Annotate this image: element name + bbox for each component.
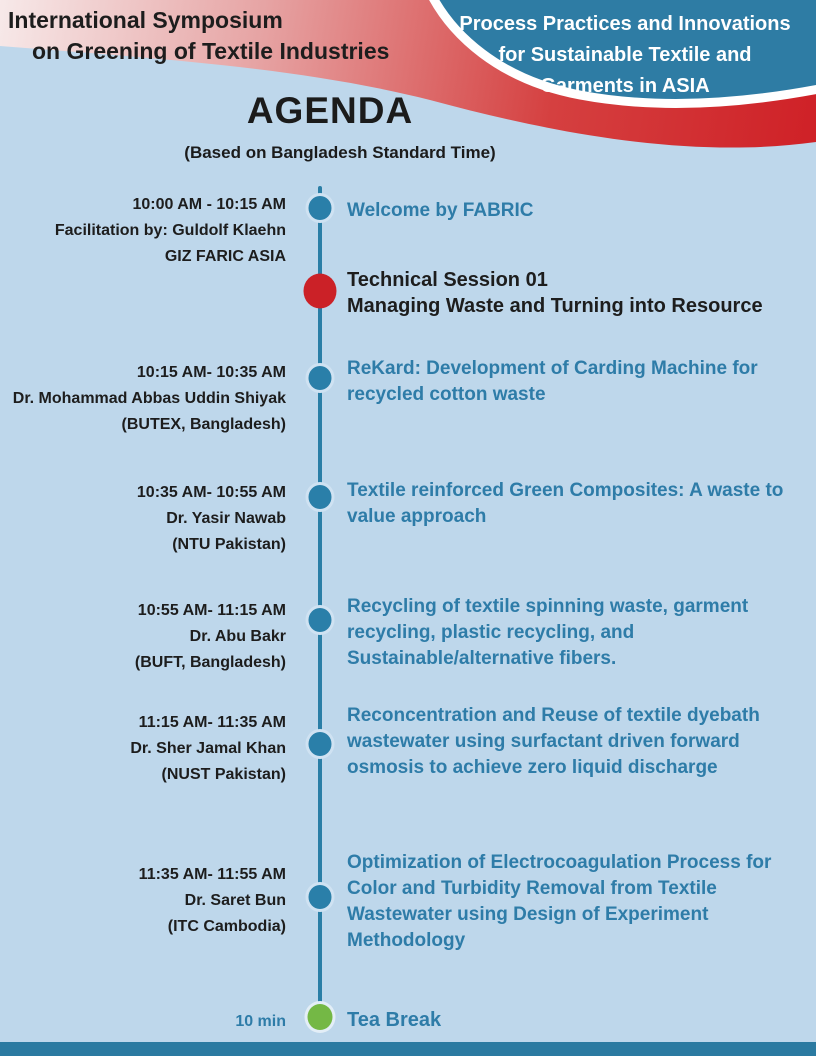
entry-time-speaker xyxy=(0,710,286,788)
entry-title-line: Managing Waste and Turning into Resource xyxy=(347,295,763,317)
entry-time-speaker xyxy=(0,598,286,676)
entry-time-speaker xyxy=(0,360,286,438)
entry-title-line: Recycling of textile spinning waste, garment xyxy=(347,596,749,617)
entry-left-line: Facilitation by: Guldolf Klaehn xyxy=(54,222,286,239)
entry-left-line: 10:15 AM- 10:35 AM xyxy=(136,364,286,381)
footer-bar xyxy=(0,1042,816,1056)
entry-left-line: (BUTEX, Bangladesh) xyxy=(121,416,286,433)
entry-left-line: 10:00 AM - 10:15 AM xyxy=(132,196,286,213)
entry-left-line: GIZ FARIC ASIA xyxy=(164,248,286,265)
entry-title xyxy=(347,1007,787,1033)
agenda-heading: AGENDA xyxy=(246,90,414,131)
session-heading xyxy=(347,267,787,319)
entry-left-line: 11:35 AM- 11:55 AM xyxy=(138,866,286,883)
entry-time-speaker xyxy=(0,480,286,558)
entry-left-line: 10:35 AM- 10:55 AM xyxy=(136,484,286,501)
entry-title-line: Sustainable/alternative fibers. xyxy=(347,648,617,669)
entry-left-line: 10:55 AM- 11:15 AM xyxy=(137,602,286,619)
entry-left-line: Dr. Abu Bakr xyxy=(189,628,286,645)
entry-title-line: Technical Session 01 xyxy=(347,269,548,291)
symposium-title-line1: International Symposium xyxy=(8,7,283,33)
entry-title-line: recycling, plastic recycling, and xyxy=(347,622,635,643)
entry-time-speaker xyxy=(0,862,286,940)
entry-title xyxy=(347,356,787,408)
entry-title-line: wastewater using surfactant driven forward xyxy=(347,731,740,752)
timeline-dot-teal xyxy=(306,605,335,635)
entry-title-line: Textile reinforced Green Composites: A waste to xyxy=(347,480,784,501)
badge-line2: for Sustainable Textile and xyxy=(498,44,752,66)
entry-left-line: (NTU Pakistan) xyxy=(172,536,286,553)
entry-title-line: recycled cotton waste xyxy=(347,384,546,405)
entry-left-line: Dr. Saret Bun xyxy=(184,892,286,909)
timeline-dot-teal xyxy=(306,363,335,393)
entry-title-line: Color and Turbidity Removal from Textile xyxy=(347,878,717,899)
entry-title xyxy=(347,594,787,672)
entry-title-line: value approach xyxy=(347,506,487,527)
entry-title-line: Reconcentration and Reuse of textile dyebath xyxy=(347,705,760,726)
symposium-title xyxy=(8,5,389,67)
entry-title-line: Wastewater using Design of Experiment xyxy=(347,904,709,925)
entry-title-line: Tea Break xyxy=(347,1009,442,1031)
entry-left-line: 11:15 AM- 11:35 AM xyxy=(138,714,286,731)
entry-title xyxy=(347,478,787,530)
entry-title-line: Welcome by FABRIC xyxy=(347,200,534,221)
timeline-dot-teal xyxy=(306,482,335,512)
entry-title xyxy=(347,850,787,954)
entry-left-line: (ITC Cambodia) xyxy=(167,918,286,935)
entry-title xyxy=(347,198,787,224)
agenda-subheading: (Based on Bangladesh Standard Time) xyxy=(184,143,496,162)
entry-title-line: Optimization of Electrocoagulation Process for xyxy=(347,852,772,873)
entry-left-line: 10 min xyxy=(235,1013,286,1030)
timeline-dot-teal xyxy=(306,193,335,223)
entry-left-line: (NUST Pakistan) xyxy=(161,766,286,783)
symposium-title-line2: on Greening of Textile Industries xyxy=(32,38,390,64)
badge-line3: Garments in ASIA xyxy=(540,75,710,97)
timeline-dot-green xyxy=(305,1001,336,1033)
timeline-dot-red xyxy=(304,274,337,309)
entry-title-line: ReKard: Development of Carding Machine for xyxy=(347,358,758,379)
entry-left-line: Dr. Yasir Nawab xyxy=(166,510,286,527)
entry-title xyxy=(347,703,787,781)
entry-left-line: Dr. Sher Jamal Khan xyxy=(130,740,286,757)
badge-line1: Process Practices and Innovations xyxy=(459,13,791,35)
header-badge-text xyxy=(440,9,810,102)
entry-title-line: Methodology xyxy=(347,930,466,951)
entry-title-line: osmosis to achieve zero liquid discharge xyxy=(347,757,718,778)
break-duration xyxy=(0,1009,286,1035)
timeline-dot-teal xyxy=(306,729,335,759)
entry-left-line: (BUFT, Bangladesh) xyxy=(134,654,286,671)
entry-left-line: Dr. Mohammad Abbas Uddin Shiyak xyxy=(12,390,286,407)
timeline-dot-teal xyxy=(306,882,335,912)
entry-time-speaker xyxy=(0,192,286,270)
